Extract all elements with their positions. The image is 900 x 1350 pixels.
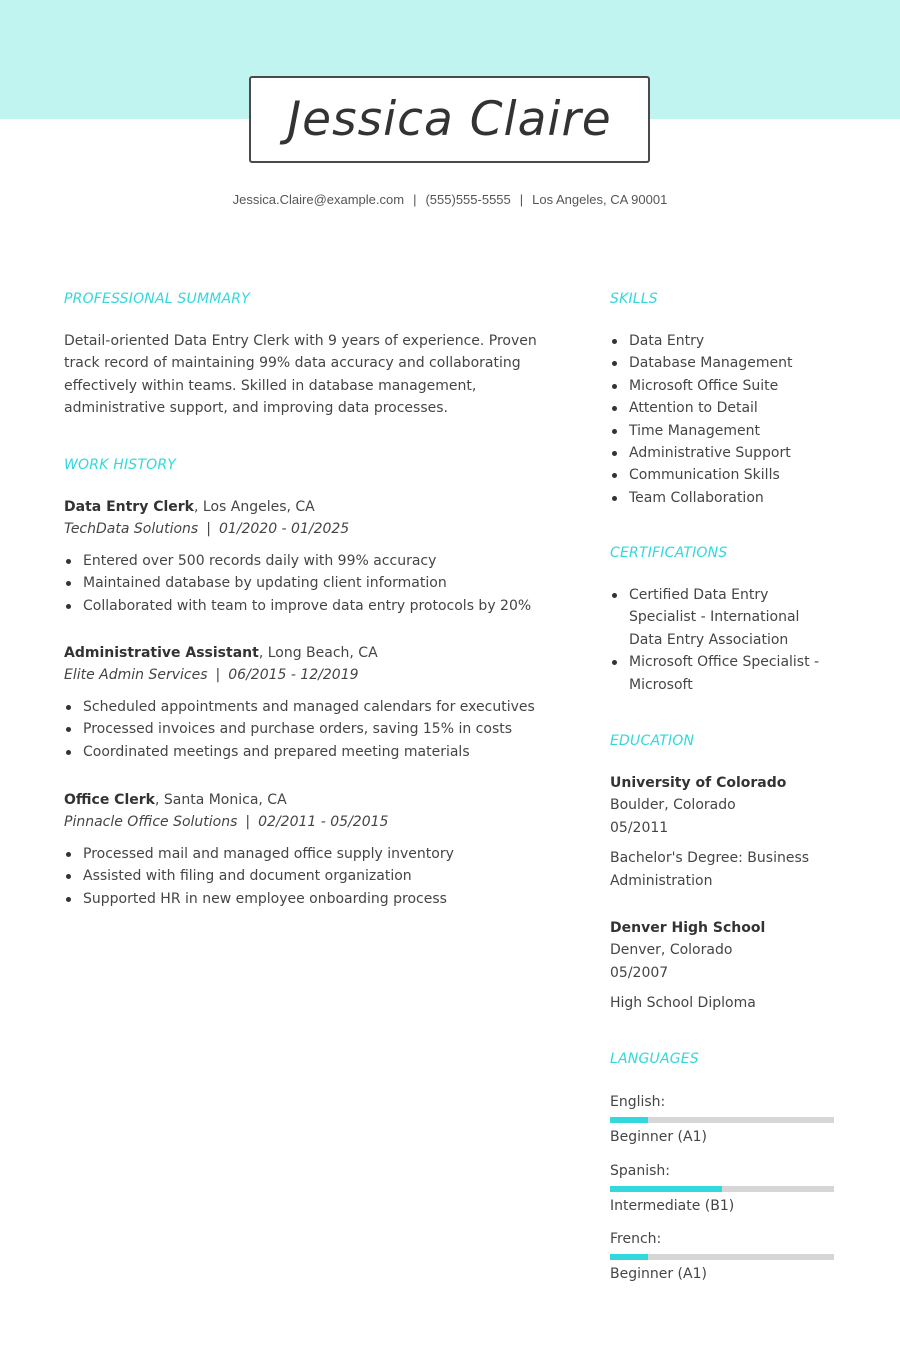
name-box (249, 76, 650, 163)
job-bullet: Collaborated with team to improve data entry protocols by 20% (64, 595, 584, 617)
contact-email: Jessica.Claire@example.com (232, 192, 405, 207)
job-bullet: Scheduled appointments and managed calendars for executives (64, 696, 584, 718)
skill-item: Data Entry (610, 330, 840, 352)
school-degree: High School Diploma (610, 995, 756, 1012)
contact-phone: (555)555-5555 (425, 192, 511, 207)
skill-item: Team Collaboration (610, 487, 840, 509)
education-entry (610, 917, 840, 1015)
skill-item: Administrative Support (610, 442, 840, 464)
language-name: Spanish: (610, 1163, 670, 1179)
job-dates: 02/2011 - 05/2015 (258, 814, 389, 830)
school-degree: Bachelor's Degree: Business Administration (610, 850, 810, 889)
job-dates: 01/2020 - 01/2025 (218, 521, 350, 537)
school-name: University of Colorado (610, 775, 787, 791)
job-company: TechData Solutions (64, 521, 199, 537)
language-proficiency-bar (610, 1254, 834, 1260)
job-entry (64, 496, 584, 617)
job-subheading (64, 811, 584, 833)
skill-item: Time Management (610, 420, 840, 442)
language-proficiency-bar (610, 1186, 834, 1192)
job-bullets (64, 843, 584, 910)
language-level: Beginner (A1) (610, 1129, 707, 1145)
job-location: , Long Beach, CA (258, 645, 378, 661)
skill-item: Database Management (610, 352, 840, 374)
school-date: 05/2007 (610, 964, 669, 981)
job-entry (64, 642, 584, 763)
job-separator: | (245, 814, 251, 830)
language-proficiency-fill (610, 1254, 648, 1260)
certifications-list (610, 584, 836, 696)
job-bullet: Assisted with filing and document organization (64, 865, 584, 887)
certification-item: Certified Data Entry Specialist - International Data Entry Association (610, 584, 836, 651)
contact-separator: | (413, 192, 417, 207)
job-heading (64, 642, 584, 664)
job-bullet: Entered over 500 records daily with 99% accuracy (64, 550, 584, 572)
job-dates: 06/2015 - 12/2019 (228, 667, 359, 683)
job-role: Office Clerk (64, 792, 155, 808)
language-proficiency-fill (610, 1117, 648, 1123)
job-company: Elite Admin Services (64, 667, 208, 683)
job-separator: | (215, 667, 221, 683)
school-place: Boulder, Colorado (610, 797, 736, 814)
contact-location: Los Angeles, CA 90001 (532, 192, 668, 207)
language-level: Beginner (A1) (610, 1266, 707, 1282)
job-role: Data Entry Clerk (64, 499, 194, 515)
candidate-name: Jessica Claire (287, 92, 612, 147)
school-name: Denver High School (610, 920, 766, 936)
job-location: , Los Angeles, CA (194, 499, 315, 515)
languages-title: LANGUAGES (610, 1051, 699, 1067)
contact-line (0, 192, 900, 207)
job-heading (64, 496, 584, 518)
language-entry (610, 1092, 834, 1147)
skills-list (610, 330, 840, 509)
school-date: 05/2011 (610, 819, 669, 836)
job-entry (64, 789, 584, 910)
job-location: , Santa Monica, CA (154, 792, 287, 808)
certifications-title: CERTIFICATIONS (610, 545, 728, 561)
school-place: Denver, Colorado (610, 942, 733, 959)
job-company: Pinnacle Office Solutions (64, 814, 238, 830)
education-title: EDUCATION (610, 733, 695, 749)
job-bullets (64, 696, 584, 763)
language-entry (610, 1161, 834, 1216)
skill-item: Communication Skills (610, 464, 840, 486)
language-name: English: (610, 1094, 666, 1110)
job-bullet: Processed mail and managed office supply inventory (64, 843, 584, 865)
certification-item: Microsoft Office Specialist - Microsoft (610, 651, 836, 696)
job-heading (64, 789, 584, 811)
job-subheading (64, 518, 584, 540)
job-subheading (64, 664, 584, 686)
skills-title: SKILLS (610, 291, 658, 307)
language-proficiency-fill (610, 1186, 722, 1192)
language-entry (610, 1229, 834, 1284)
skill-item: Microsoft Office Suite (610, 375, 840, 397)
job-bullet: Supported HR in new employee onboarding process (64, 888, 584, 910)
language-level: Intermediate (B1) (610, 1198, 735, 1214)
language-proficiency-bar (610, 1117, 834, 1123)
job-bullets (64, 550, 584, 617)
language-name: French: (610, 1231, 662, 1247)
summary-text: Detail-oriented Data Entry Clerk with 9 years of experience. Proven track record of maintaining 99% data accuracy and collaborating effectively within teams. Skilled in database management, administrative support, and improving data processes. (64, 333, 537, 417)
job-bullet: Maintained database by updating client information (64, 572, 584, 594)
job-bullet: Processed invoices and purchase orders, saving 15% in costs (64, 718, 584, 740)
summary-title: PROFESSIONAL SUMMARY (64, 291, 250, 307)
job-bullet: Coordinated meetings and prepared meeting materials (64, 741, 584, 763)
education-entry (610, 772, 840, 892)
job-role: Administrative Assistant (64, 645, 259, 661)
work-history-title: WORK HISTORY (64, 457, 177, 473)
contact-separator: | (519, 192, 524, 207)
job-separator: | (206, 521, 211, 537)
skill-item: Attention to Detail (610, 397, 840, 419)
